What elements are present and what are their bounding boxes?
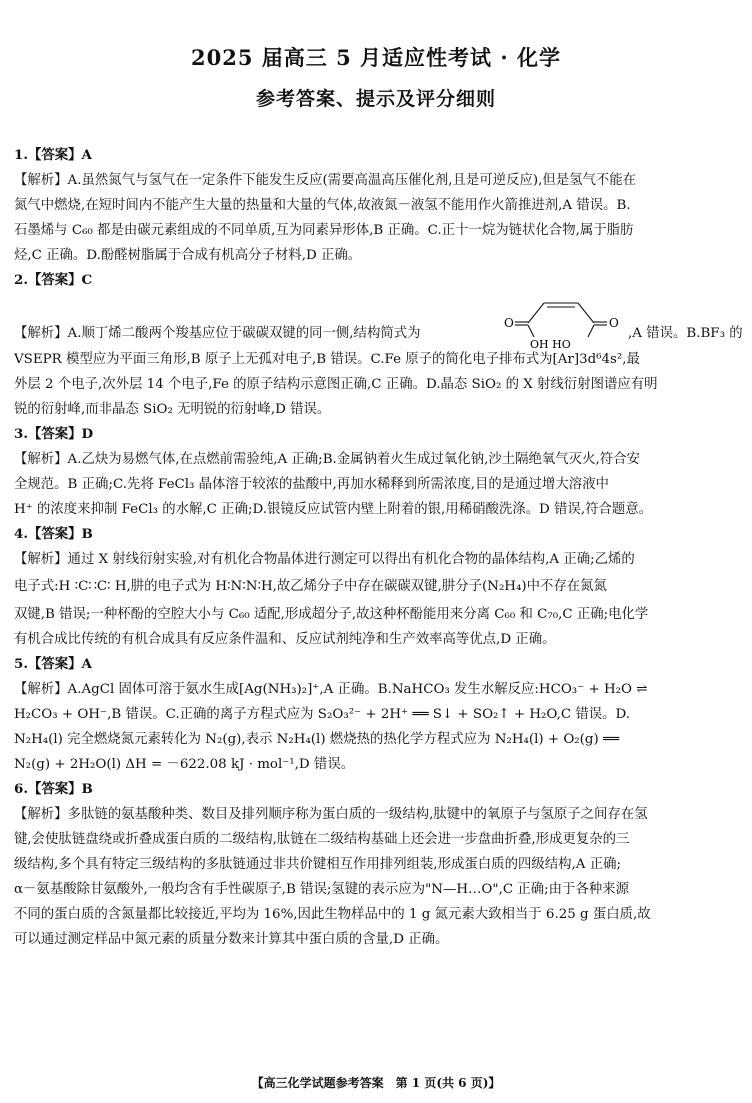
struct-o-left: O [504,316,514,330]
page-footer: 【高三化学试题参考答案 第 1 页(共 6 页)】 [251,1076,501,1090]
explanation-line: 全规范。B 正确;C.先将 FeCl₃ 晶体溶于较浓的盐酸中,再加水稀释到所需浓度,目的是通过增大溶液中 [14,477,609,492]
question-3 [14,422,738,522]
question-6 [14,777,738,952]
explanation-line: 【解析】A.乙炔为易燃气体,在点燃前需验纯,A 正确;B.金属钠着火生成过氧化钠,沙土隔绝氧气灭火,符合安 [14,452,640,467]
explanation-line: 可以通过测定样品中氮元素的质量分数来计算其中蛋白质的含量,D 正确。 [14,932,449,947]
explanation-line: H⁺ 的浓度来抑制 FeCl₃ 的水解,C 正确;D.银镜反应试管内壁上附着的银,用稀硝酸洗涤。D 错误,符合题意。 [14,502,653,517]
explanation-line: 锐的衍射峰,而非晶态 SiO₂ 无明锐的衍射峰,D 错误。 [14,402,331,417]
explanation-line: 双键,B 错误;一种杯酚的空腔大小与 C₆₀ 适配,形成超分子,故这种杯酚能用来分离 C₆₀ 和 C₇₀,C 正确;电化学 [14,607,649,622]
explanation-line: 有机合成比传统的有机合成具有反应条件温和、反应试剂纯净和生产效率高等优点,D 正确。 [14,632,556,647]
struct-oh-labels: OH HO [530,338,571,349]
explanation-text: ,A 错误。B.BF₃ 的 [628,326,743,341]
page-subtitle: 参考答案、提示及评分细则 [255,88,496,110]
explanation-line: 【解析】A.虽然氮气与氢气在一定条件下能发生反应(需要高温高压催化剂,且是可逆反应),但是氢气不能在 [14,173,637,188]
explanation-line: 不同的蛋白质的含氮量都比较接近,平均为 16%,因此生物样品中的 1 g 氮元素大致相当于 6.25 g 蛋白质,故 [14,907,651,922]
explanation-line: H₂CO₃ + OH⁻,B 错误。C.正确的离子方程式应为 S₂O₃²⁻ + 2H⁺ ══ S↓ + SO₂↑ + H₂O,C 错误。D. [14,707,631,722]
explanation-line: 级结构,多个具有特定三级结构的多肽链通过非共价键相互作用排列组装,形成蛋白质的四级结构,A 正确; [14,857,622,872]
answer-line: 5.【答案】A [14,656,92,672]
explanation-line: N₂(g) + 2H₂O(l) ΔH = －622.08 kJ · mol⁻¹,D 错误。 [14,757,355,772]
explanation-text: 【解析】A.顺丁烯二酸两个羧基应位于碳碳双键的同一侧,结构简式为 [14,326,421,341]
explanation-line: 电子式:H ∶C∷C∶ H,肼的电子式为 H∶N∶N∶H,故乙烯分子中存在碳碳双键,肼分子(N₂H₄)中不存在氮氮 [14,579,607,594]
explanation-line: 键,会使肽链盘绕或折叠成蛋白质的二级结构,肽链在二级结构基础上还会进一步盘曲折叠,形成更复杂的三 [14,832,630,847]
answer-line: 1.【答案】A [14,147,92,163]
explanation-line: N₂H₄(l) 完全燃烧氮元素转化为 N₂(g),表示 N₂H₄(l) 燃烧热的热化学方程式应为 N₂H₄(l) + O₂(g) ══ [14,732,620,747]
explanation-line: 石墨烯与 C₆₀ 都是由碳元素组成的不同单质,互为同素异形体,B 正确。C.正十一烷为链状化合物,属于脂肪 [14,223,634,238]
question-5 [14,652,738,777]
explanation-line: 烃,C 正确。D.酚醛树脂属于合成有机高分子材料,D 正确。 [14,248,362,263]
explanation-line: α－氨基酸除甘氨酸外,一般均含有手性碳原子,B 错误;氢键的表示应为"N—H…O",C 正确;由于各种来源 [14,882,629,897]
explanation-line: 【解析】通过 X 射线衍射实验,对有机化合物晶体进行测定可以得出有机化合物的晶体结构,A 正确;乙烯的 [14,552,635,567]
page-title: 2025 届高三 5 月适应性考试 · 化学 [191,45,561,70]
explanation-line: 氮气中燃烧,在短时间内不能产生大量的热量和大量的气体,故液氮－液氢不能用作火箭推进剂,A 错误。B. [14,198,631,213]
question-4 [14,522,738,652]
struct-o-right: O [609,316,619,330]
answer-line: 2.【答案】C [14,272,93,288]
maleic-acid-structure [502,293,626,349]
explanation-line: 外层 2 个电子,次外层 14 个电子,Fe 的原子结构示意图正确,C 正确。D.晶态 SiO₂ 的 X 射线衍射图谱应有明 [14,377,658,392]
answer-line: 4.【答案】B [14,526,93,542]
question-1 [14,143,738,268]
answer-content [14,143,743,952]
explanation-line-with-structure [14,293,743,349]
answer-line: 6.【答案】B [14,781,93,797]
explanation-line: 【解析】多肽链的氨基酸种类、数目及排列顺序称为蛋白质的一级结构,肽键中的氧原子与氢原子之间存在氢 [14,807,648,822]
question-2 [14,268,743,422]
answer-line: 3.【答案】D [14,426,94,442]
explanation-line: 【解析】A.AgCl 固体可溶于氨水生成[Ag(NH₃)₂]⁺,A 正确。B.NaHCO₃ 发生水解反应:HCO₃⁻ + H₂O ⇌ [14,682,648,697]
explanation-line: VSEPR 模型应为平面三角形,B 原子上无孤对电子,B 错误。C.Fe 原子的简化电子排布式为[Ar]3d⁶4s²,最 [14,352,640,367]
